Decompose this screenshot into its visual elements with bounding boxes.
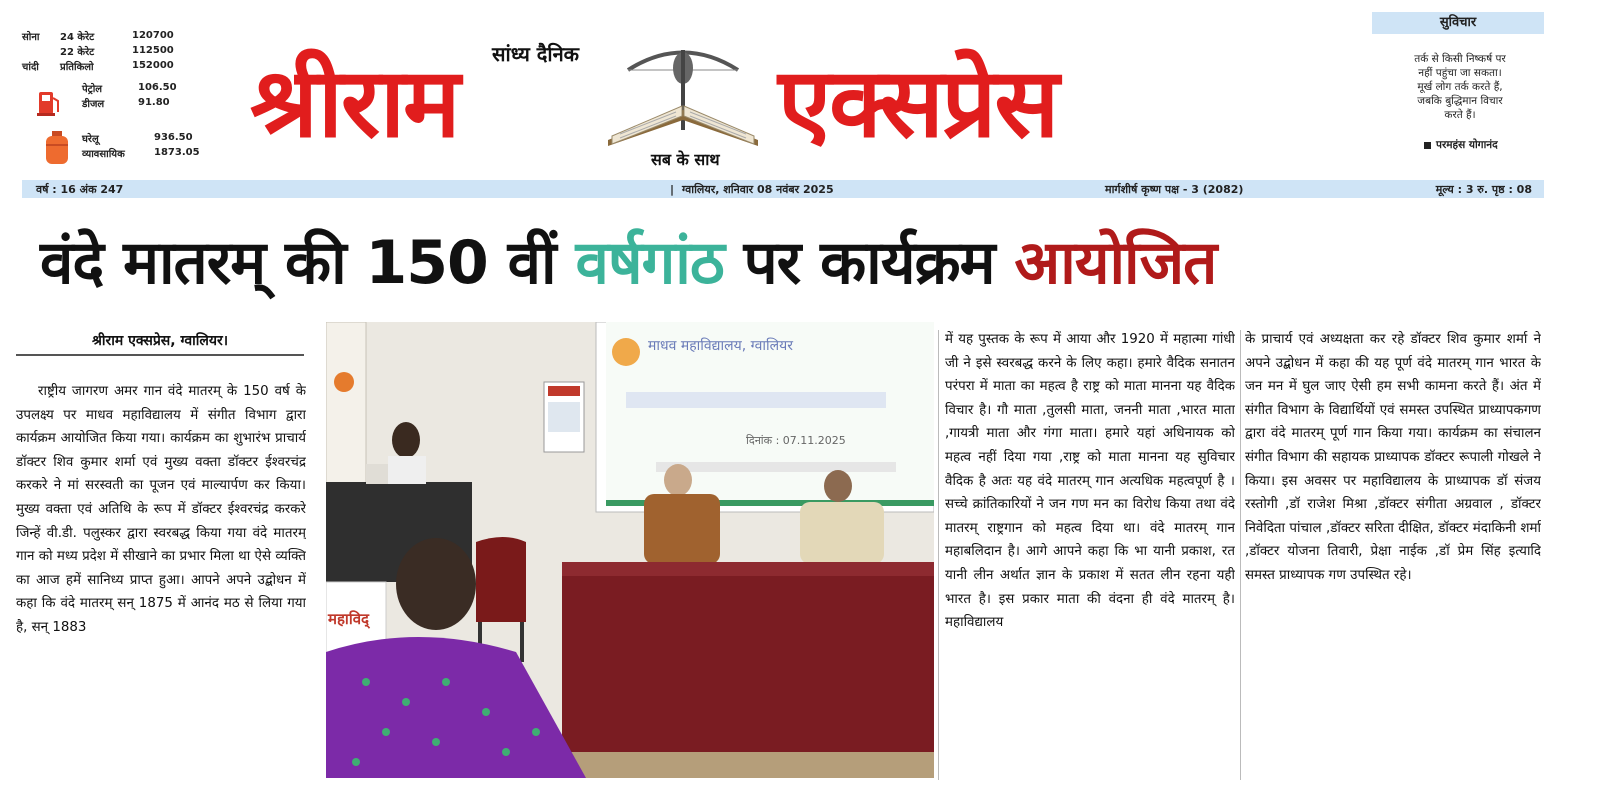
masthead-tagline-bottom: सब के साथ: [651, 150, 720, 169]
domestic-gas-price: 936.50: [154, 132, 193, 143]
event-photo-drawing: [326, 322, 934, 778]
table: [562, 562, 934, 762]
book-bow-emblem-icon: [598, 40, 768, 160]
suvichar-line: तर्क से किसी निष्कर्ष पर: [1414, 53, 1506, 65]
logo-icon: [334, 372, 354, 392]
masthead-brand-right: एक्सप्रेस: [778, 47, 1058, 159]
hindu-calendar-date: मार्गशीर्ष कृष्ण पक्ष - 3 (2082): [1105, 183, 1244, 196]
commodity-rates: [22, 28, 194, 73]
suvichar-author: परमहंस योगानंद: [1424, 138, 1498, 152]
suvichar-quote: [1380, 52, 1540, 122]
dateline-bar: [22, 180, 1544, 198]
masthead-brand-left: श्रीराम: [250, 47, 459, 159]
headline-part: पर कार्यक्रम: [723, 228, 1015, 298]
article-column-2: में यह पुस्तक के रूप में आया और 1920 में महात्मा गांधी जी ने इसे स्वरबद्ध करने के लिए कहा। हमारे वैदिक सनातन परंपरा में माता का महत्व है राष्ट्र को माता मानना यह वैदिक विचार है। गौ माता ,तुलसी माता, जननी माता ,भारत माता ,गायत्री माता और गंगा माता। हमारे यहां अधिनायक को महत्व नहीं दिया गया ,राष्ट्र को माता मानना यह सुविचार वैदिक है अतः यह वंदे मातरम् गान अत्यधिक महत्वपूर्ण है ।सच्चे क्रांतिकारियों ने जन गण मन का विरोध किया तथा वंदे मातरम् राष्ट्रगान को महत्व दिया था। वंदे मातरम् गान महाबलिदान है। आगे आपने कहा कि भा यानी प्रकाश, रत यानी लीन अर्थात ज्ञान के प्रकाश में सतत लीन रहना यही भारत है। इस प्रकार माता की वंदना ही वंदे मातरम् है। महाविद्यालय: [945, 332, 1235, 631]
headline-part: वंदे मातरम् की 150 वीं: [40, 228, 576, 298]
screen-date: दिनांक : 07.11.2025: [746, 434, 846, 447]
gold-22k-label: 22 केरेट: [60, 46, 95, 58]
headline-highlight-green: वर्षगांठ: [575, 228, 724, 298]
silver-label: चांदी: [22, 61, 39, 73]
suvichar-line: करते हैं।: [1444, 109, 1476, 121]
event-photo: [326, 322, 934, 778]
headline-highlight-red: आयोजित: [1014, 228, 1217, 298]
gold-22k-price: 112500: [132, 45, 174, 56]
gas-rates: [82, 130, 242, 160]
college-logo-icon: [612, 338, 640, 366]
screen-title: माधव महाविद्यालय, ग्वालियर: [648, 338, 793, 354]
page-headline: [40, 220, 1560, 306]
diesel-label: डीजल: [82, 98, 105, 110]
petrol-price: 106.50: [138, 82, 177, 93]
suvichar-heading: सुविचार: [1372, 12, 1544, 34]
banner-text: महाविद्: [328, 610, 370, 628]
article-column-3: के प्राचार्य एवं अध्यक्षता कर रहे डॉक्टर शिव कुमार शर्मा ने अपने उद्बोधन में कहा की यह पूर्ण वंदे मातरम् गान भारत के जन मन में घुल जाए ऐसी हम सभी कामना करते हैं। अंत में संगीत विभाग के विद्यार्थियों एवं समस्त उपस्थित प्राध्यापकगण द्वारा वंदे मातरम् पूर्ण गान किया गया। कार्यक्रम का संचालन संगीत विभाग की सहायक प्राध्यापक डॉक्टर रूपाली गोखले ने किया। इस अवसर पर महाविद्यालय के प्राध्यापक डॉ संजय रस्तोगी ,डॉ राजेश मिश्रा ,डॉक्टर संगीता अग्रवाल , डॉक्टर निवेदिता पांचाल ,डॉक्टर सरिता दीक्षित, डॉक्टर मंदाकिनी शर्मा ,डॉक्टर योजना तिवारी, प्रेक्षा नाईक ,डॉ प्रेम सिंह इत्यादि समस्त प्राध्यापक गण उपस्थित रहे।: [1245, 332, 1541, 583]
column-divider: [1240, 330, 1241, 780]
article-column-1: राष्ट्रीय जागरण अमर गान वंदे मातरम् के 150 वर्ष के उपलक्ष्य पर माधव महाविद्यालय में संगीत विभाग द्वारा कार्यक्रम आयोजित किया गया। कार्यक्रम का शुभारंभ प्राचार्य डॉक्टर शिव कुमार शर्मा एवं मुख्य वक्ता डॉक्टर ईश्वरचंद्र करकरे ने मां सरस्वती का पूजन एवं माल्यार्पण कर किया। मुख्य वक्ता एवं अतिथि के रूप में डॉक्टर ईश्वरचंद्र करकरे जिन्हें वी.डी. पलुस्कर द्वारा स्वरबद्ध किया गया वंदे मातरम् गान को मध्य प्रदेश में सीखाने का प्रभार मिला था ऐसे व्यक्ति का आज हमें सानिध्य प्राप्त हुआ। आपने अपने उद्बोधन में कहा कि वंदे मातरम् सन् 1875 में आनंद मठ से लिया गया है, सन् 1883: [16, 384, 306, 635]
chair: [476, 537, 526, 622]
gold-24k-price: 120700: [132, 30, 174, 41]
commercial-gas-price: 1873.05: [154, 147, 200, 158]
suvichar-line: जबकि बुद्धिमान विचार: [1417, 95, 1503, 107]
article-byline: श्रीराम एक्सप्रेस, ग्वालियर।: [16, 330, 304, 356]
place-date: | ग्वालियर, शनिवार 08 नवंबर 2025: [670, 182, 834, 197]
issue-number: वर्ष : 16 अंक 247: [36, 183, 124, 196]
gold-label: सोना: [22, 31, 40, 43]
masthead-tagline-top: सांध्य दैनिक: [492, 42, 580, 66]
price-pages: मूल्य : 3 रु. पृष्ठ : 08: [1435, 183, 1532, 196]
domestic-gas-label: घरेलू: [82, 133, 99, 145]
fuel-rates: [82, 80, 242, 110]
petrol-label: पेट्रोल: [82, 83, 103, 95]
suvichar-line: नहीं पहुंचा जा सकता।: [1418, 67, 1502, 79]
diesel-price: 91.80: [138, 97, 170, 108]
gold-24k-label: 24 केरेट: [60, 31, 95, 43]
commercial-gas-label: व्यावसायिक: [82, 148, 125, 160]
suvichar-line: मूर्ख लोग तर्क करते हैं,: [1417, 81, 1503, 93]
fuel-pump-icon: [36, 88, 62, 118]
column-divider: [938, 330, 939, 780]
silver-unit: प्रतिकिलो: [60, 61, 94, 73]
silver-price: 152000: [132, 60, 174, 71]
gas-cylinder-icon: [42, 130, 72, 166]
